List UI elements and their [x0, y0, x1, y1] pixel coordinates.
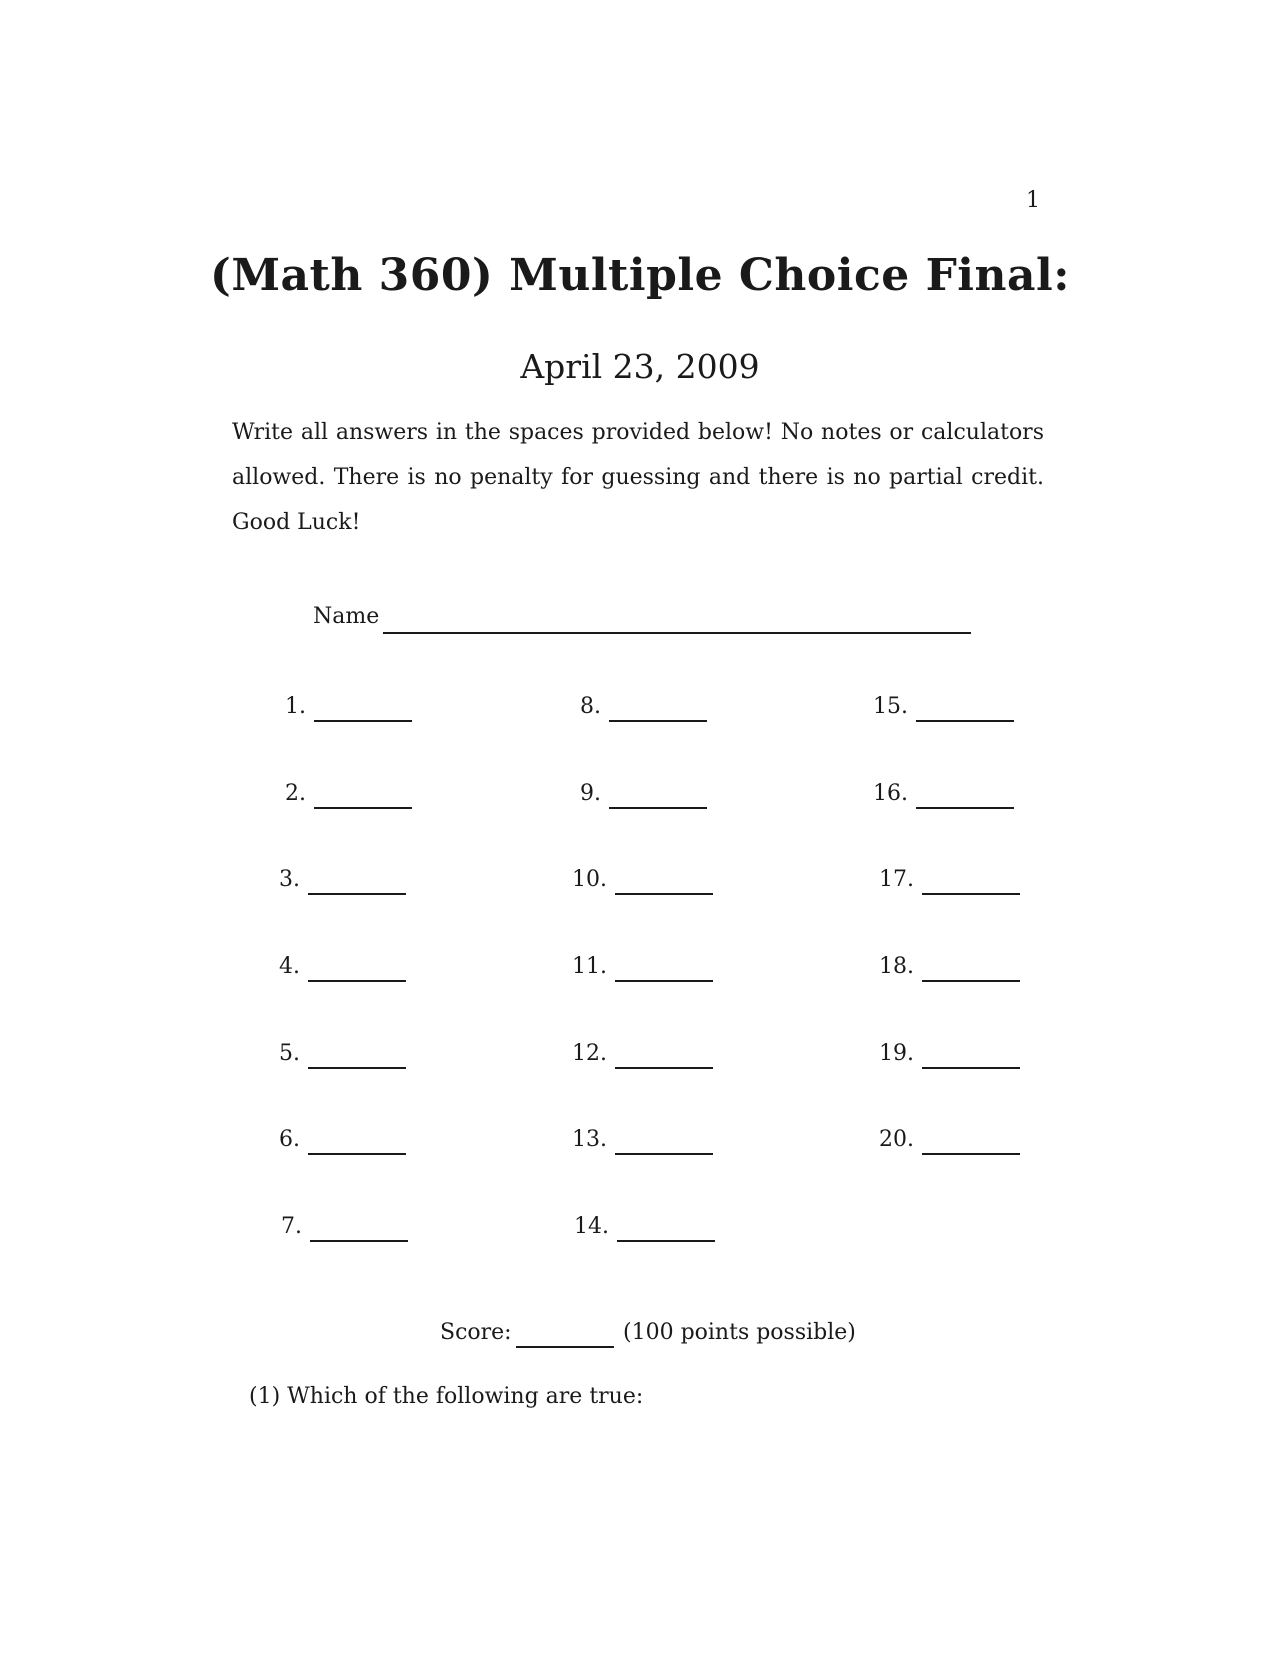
answer-item: [858, 694, 1018, 724]
exam-title: (Math 360) Multiple Choice Final:: [210, 250, 1070, 301]
answer-item: [557, 1041, 717, 1071]
answer-blank[interactable]: [308, 980, 406, 982]
answer-number: 4.: [279, 954, 300, 979]
answer-item: [551, 694, 711, 724]
name-input-line[interactable]: [383, 632, 971, 634]
answer-number: 9.: [580, 781, 601, 806]
answer-number: 11.: [572, 954, 607, 979]
answer-blank[interactable]: [916, 807, 1014, 809]
score-label: Score:: [440, 1320, 512, 1345]
answer-number: 19.: [879, 1041, 914, 1066]
answer-blank[interactable]: [609, 807, 707, 809]
answer-number: 15.: [873, 694, 908, 719]
answer-item: [256, 781, 416, 811]
answer-item: [252, 1214, 412, 1244]
answer-blank[interactable]: [922, 893, 1020, 895]
answer-number: 17.: [879, 867, 914, 892]
answer-blank[interactable]: [922, 1067, 1020, 1069]
answer-number: 7.: [281, 1214, 302, 1239]
answer-blank[interactable]: [615, 893, 713, 895]
answer-number: 5.: [279, 1041, 300, 1066]
page-number: 1: [1026, 188, 1040, 213]
answer-number: 2.: [285, 781, 306, 806]
answer-item: [250, 1041, 410, 1071]
answer-item: [557, 954, 717, 984]
answer-item: [256, 694, 416, 724]
answer-number: 20.: [879, 1127, 914, 1152]
answer-number: 16.: [873, 781, 908, 806]
answer-blank[interactable]: [916, 720, 1014, 722]
answer-blank[interactable]: [314, 720, 412, 722]
answer-item: [864, 867, 1024, 897]
answer-number: 18.: [879, 954, 914, 979]
answer-item: [250, 1127, 410, 1157]
answer-item: [864, 954, 1024, 984]
answer-blank[interactable]: [310, 1240, 408, 1242]
answer-item: [559, 1214, 719, 1244]
answer-blank[interactable]: [609, 720, 707, 722]
answer-item: [858, 781, 1018, 811]
answer-number: 3.: [279, 867, 300, 892]
answer-number: 12.: [572, 1041, 607, 1066]
answer-number: 13.: [572, 1127, 607, 1152]
answer-item: [557, 867, 717, 897]
score-field: [440, 1320, 860, 1350]
answer-item: [557, 1127, 717, 1157]
answer-item: [864, 1041, 1024, 1071]
answer-blank[interactable]: [922, 1153, 1020, 1155]
answer-number: 1.: [285, 694, 306, 719]
answer-blank[interactable]: [615, 1153, 713, 1155]
question-1: (1) Which of the following are true:: [249, 1384, 644, 1409]
answer-blank[interactable]: [617, 1240, 715, 1242]
answer-number: 14.: [574, 1214, 609, 1239]
name-label: Name: [313, 604, 380, 629]
answer-blank[interactable]: [308, 1153, 406, 1155]
answer-blank[interactable]: [314, 807, 412, 809]
answer-blank[interactable]: [922, 980, 1020, 982]
instructions: Write all answers in the spaces provided below! No notes or calculators allowed. There is no penalty for guessing and there is no partial credit. Good Luck!: [232, 420, 1044, 535]
answer-blank[interactable]: [308, 1067, 406, 1069]
answer-number: 8.: [580, 694, 601, 719]
answer-item: [250, 867, 410, 897]
answer-blank[interactable]: [308, 893, 406, 895]
answer-blank[interactable]: [615, 980, 713, 982]
answer-item: [551, 781, 711, 811]
exam-date: April 23, 2009: [520, 347, 760, 386]
answer-item: [250, 954, 410, 984]
score-possible: (100 points possible): [623, 1320, 856, 1345]
answer-item: [864, 1127, 1024, 1157]
score-blank[interactable]: [516, 1346, 614, 1348]
answer-blank[interactable]: [615, 1067, 713, 1069]
answer-number: 10.: [572, 867, 607, 892]
answer-number: 6.: [279, 1127, 300, 1152]
